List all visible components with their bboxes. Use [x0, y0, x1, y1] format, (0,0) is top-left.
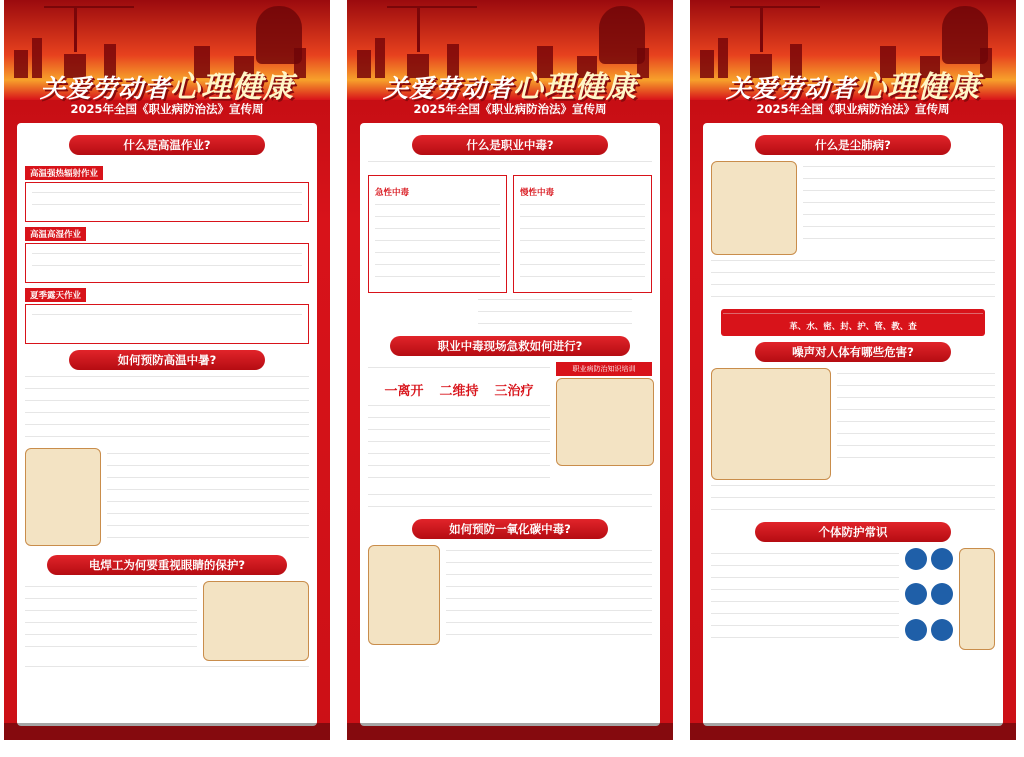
title-part-a: 关爱劳动者	[725, 74, 856, 103]
text-box	[25, 243, 309, 283]
chronic-box	[513, 175, 652, 293]
poisoning-types	[368, 173, 652, 293]
sweating-worker-illustration	[25, 448, 101, 546]
crane-boom	[730, 6, 820, 8]
worker-silhouette	[942, 6, 988, 64]
doctor-illustration	[556, 378, 654, 466]
crane-mast	[760, 6, 763, 52]
text-box	[25, 182, 309, 222]
co-poisoning-illustration	[368, 545, 440, 645]
ppe-icon-grid	[905, 548, 953, 650]
banner-subtitle: 2025年全国《职业病防治法》宣传周	[756, 102, 950, 116]
section-title: 如何预防高温中暑?	[69, 350, 265, 370]
illustrated-block	[25, 448, 309, 549]
illustrated-block	[711, 368, 995, 480]
welder-illustration	[203, 581, 309, 661]
first-aid-steps	[368, 380, 550, 399]
panel-heat-work	[4, 0, 330, 740]
banner-subtitle: 2025年全国《职业病防治法》宣传周	[70, 102, 264, 116]
section-title: 噪声对人体有哪些危害?	[755, 342, 951, 362]
worker-silhouette	[599, 6, 645, 64]
patient-illustration	[711, 161, 797, 255]
boots-icon	[931, 619, 953, 641]
crane-boom	[387, 6, 477, 8]
watermark-strip	[347, 723, 673, 740]
section-title: 什么是职业中毒?	[412, 135, 608, 155]
title-part-a: 关爱劳动者	[382, 74, 513, 103]
training-sign: 职业病防治知识培训	[556, 362, 652, 376]
crane-mast	[417, 6, 420, 52]
watermark-strip	[690, 723, 1016, 740]
noisy-machine-illustration	[711, 368, 831, 480]
step-1: 一离开	[384, 384, 424, 399]
text-box	[25, 304, 309, 344]
banner-title	[347, 62, 673, 106]
item-label: 高温高湿作业	[25, 227, 86, 241]
illustrated-block	[368, 545, 652, 646]
earmuffs-icon	[931, 583, 953, 605]
banner-title	[4, 62, 330, 106]
dust-prevention-slogan	[721, 309, 985, 336]
title-part-b: 心理健康	[856, 70, 980, 105]
illustrated-block	[711, 161, 995, 255]
content-card	[360, 123, 660, 726]
crane-mast	[74, 6, 77, 52]
title-part-a: 关爱劳动者	[39, 74, 170, 103]
illustrated-block	[25, 581, 309, 661]
banner-subtitle: 2025年全国《职业病防治法》宣传周	[413, 102, 607, 116]
section-title: 如何预防一氧化碳中毒?	[412, 519, 608, 539]
step-2: 二维持	[439, 384, 479, 399]
step-3: 三治疗	[494, 384, 534, 399]
section-title: 什么是高温作业?	[69, 135, 265, 155]
poison-pairs	[478, 299, 632, 330]
illustrated-block	[711, 548, 995, 650]
section-title: 个体防护常识	[755, 522, 951, 542]
goggles-icon	[931, 548, 953, 570]
gloves-icon	[905, 619, 927, 641]
acute-box	[368, 175, 507, 293]
section-title: 电焊工为何要重视眼睛的保护?	[47, 555, 287, 575]
section-title: 职业中毒现场急救如何进行?	[390, 336, 630, 356]
first-aid-block	[368, 362, 652, 489]
title-part-b: 心理健康	[513, 70, 637, 105]
banner-title	[690, 62, 1016, 106]
watermark-strip	[4, 723, 330, 740]
panel-occupational-poisoning	[347, 0, 673, 740]
item-label: 高温强热辐射作业	[25, 166, 103, 180]
crane-boom	[44, 6, 134, 8]
protected-worker-illustration	[959, 548, 995, 650]
chronic-label: 慢性中毒	[520, 188, 555, 198]
mask-icon	[905, 583, 927, 605]
content-card	[17, 123, 317, 726]
panel-pneumoconiosis-noise	[690, 0, 1016, 740]
worker-silhouette	[256, 6, 302, 64]
content-card	[703, 123, 1003, 726]
text-block	[25, 376, 309, 443]
helmet-icon	[905, 548, 927, 570]
section-title: 什么是尘肺病?	[755, 135, 951, 155]
slogan-text: 革、水、密、封、护、管、教、查	[789, 322, 917, 332]
acute-label: 急性中毒	[375, 188, 410, 198]
title-part-b: 心理健康	[170, 70, 294, 105]
item-label: 夏季露天作业	[25, 288, 86, 302]
